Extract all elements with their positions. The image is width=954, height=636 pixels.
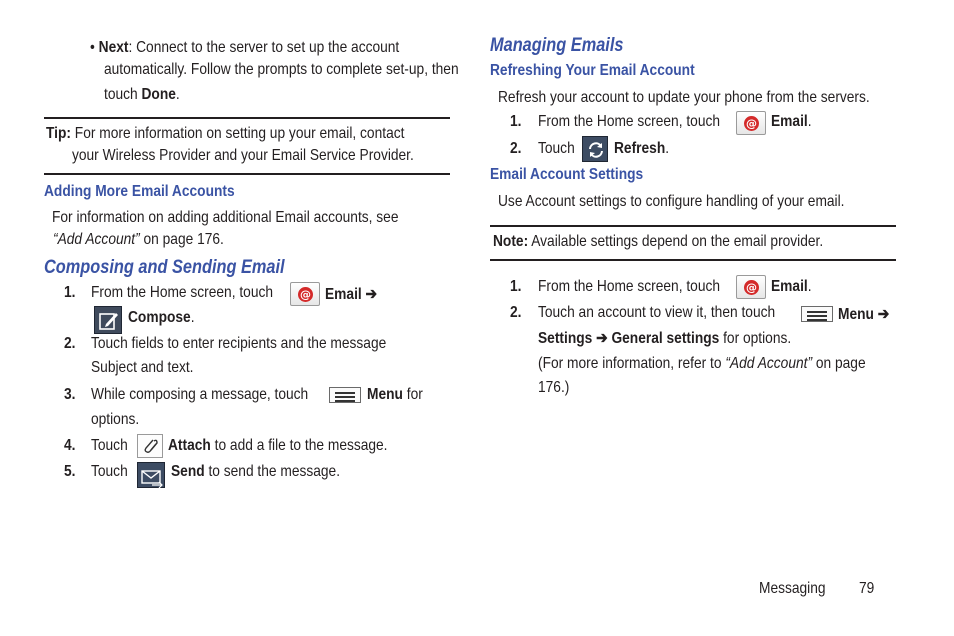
step-text: From the Home screen, touch (91, 284, 274, 301)
settings-intro (498, 193, 901, 211)
compose-step-2 (64, 335, 77, 353)
email-app-icon[interactable]: @ (736, 111, 766, 135)
compose-label: Compose (128, 309, 191, 326)
step-text: options. (91, 411, 140, 428)
tip-text-2: your Wireless Provider and your Email Service Provider. (72, 147, 414, 164)
compose-step-4 (64, 437, 77, 455)
step-text: for (402, 386, 423, 403)
compose-step-2-line-2 (91, 359, 210, 377)
period: . (665, 140, 670, 157)
compose-step-1 (64, 284, 77, 302)
compose-step-5-send (171, 463, 368, 481)
step-number: 4. (64, 437, 76, 454)
refresh-label: Refresh (614, 140, 666, 157)
settings-step-2-text (538, 304, 814, 322)
menu-icon[interactable] (329, 387, 361, 403)
note-line (493, 233, 877, 251)
step-number: 2. (510, 140, 522, 157)
step-text: From the Home screen, touch (538, 278, 721, 295)
step-text: From the Home screen, touch (538, 113, 721, 130)
adding-heading-text: Adding More Email Accounts (44, 183, 235, 200)
compose-step-1-email (325, 284, 386, 304)
add-account-link[interactable]: “Add Account” (725, 355, 813, 372)
refreshing-intro-text: Refresh your account to update your phone from the servers. (498, 89, 870, 106)
step-number: 1. (64, 284, 76, 301)
done-label: Done (141, 86, 176, 103)
settings-more-info-line-2 (538, 379, 574, 397)
managing-heading-text: Managing Emails (490, 35, 624, 56)
settings-step-1-email (771, 278, 818, 296)
settings-step-2-menu (838, 304, 898, 324)
tip-label: Tip: (46, 125, 71, 142)
compose-step-1-compose (128, 309, 205, 327)
step-text: to add a file to the message. (210, 437, 388, 454)
compose-step-5-text (91, 463, 134, 481)
step-text: While composing a message, touch (91, 386, 309, 403)
note-label: Note: (493, 233, 529, 250)
refresh-step-2-refresh (614, 140, 678, 158)
step-text: Subject and text. (91, 359, 194, 376)
email-label: Email (771, 278, 808, 295)
note-text: Available settings depend on the email provider. (528, 233, 824, 250)
refreshing-heading (490, 62, 728, 80)
compose-step-4-attach (168, 437, 423, 455)
refresh-step-2-text (538, 140, 581, 158)
adding-line-2 (53, 231, 252, 249)
send-icon[interactable] (137, 462, 165, 488)
compose-step-4-text (91, 437, 134, 455)
composing-heading-text: Composing and Sending Email (44, 257, 285, 278)
page-number-text: 79 (859, 580, 875, 597)
settings-step-2 (510, 304, 523, 322)
period: . (190, 309, 195, 326)
attach-label: Attach (168, 437, 211, 454)
settings-step-2-line-2 (538, 328, 832, 348)
email-label: Email ➔ (325, 286, 378, 303)
tip-bottom-rule (44, 173, 450, 175)
note-bottom-rule (490, 259, 896, 261)
compose-step-3-text (91, 386, 344, 404)
menu-icon[interactable] (801, 306, 833, 322)
compose-step-3-line-2 (91, 411, 147, 429)
step-number: 5. (64, 463, 76, 480)
managing-heading (490, 35, 645, 57)
footer-section (759, 580, 836, 598)
compose-step-3 (64, 386, 77, 404)
step-text: Touch (91, 437, 128, 454)
composing-heading (44, 257, 324, 279)
compose-step-2-line-1 (91, 335, 434, 353)
more-info-pre: (For more information, refer to (538, 355, 726, 372)
compose-step-5 (64, 463, 77, 481)
refresh-step-1-text (538, 113, 750, 131)
refreshing-heading-text: Refreshing Your Email Account (490, 62, 695, 79)
compose-step-3-menu (367, 386, 432, 404)
step-text: to send the message. (204, 463, 341, 480)
settings-heading-text: Email Account Settings (490, 166, 644, 183)
refresh-step-2 (510, 140, 523, 158)
page-number (859, 580, 877, 598)
bullet-dot: • (90, 39, 99, 56)
bullet-text: : Connect to the server to set up the account (128, 39, 400, 56)
add-account-link[interactable]: “Add Account” (53, 231, 140, 248)
bullet-line-2-text: automatically. Follow the prompts to complete set-up, then (104, 61, 459, 78)
bullet-item (90, 36, 450, 60)
adding-text-2: on page 176. (139, 231, 224, 248)
compose-icon[interactable] (94, 306, 122, 334)
paperclip-icon[interactable] (137, 434, 163, 458)
settings-step-1 (510, 278, 523, 296)
settings-step-1-text (538, 278, 750, 296)
refresh-step-1 (510, 113, 523, 131)
adding-heading (44, 183, 266, 201)
step-number: 2. (64, 335, 76, 352)
refreshing-intro (498, 89, 930, 107)
bullet-line-3-pre: touch (104, 86, 142, 103)
more-info-line-2: 176.) (538, 379, 570, 396)
step-text: Touch (91, 463, 128, 480)
bullet-line-3-post: . (175, 86, 180, 103)
bullet-label: Next (98, 39, 129, 56)
step-number: 1. (510, 278, 522, 295)
step-text: Touch an account to view it, then touch (538, 304, 776, 321)
period: . (807, 278, 812, 295)
tip-line-1 (46, 125, 463, 143)
step-text: Touch (538, 140, 575, 157)
tip-line-2 (72, 147, 469, 165)
email-label: Email (771, 113, 808, 130)
period: . (807, 113, 812, 130)
refresh-step-1-email (771, 113, 818, 131)
step-number: 1. (510, 113, 522, 130)
compose-step-1-text (91, 284, 303, 302)
step-number: 2. (510, 304, 522, 321)
adding-text-1: For information on adding additional Email accounts, see (52, 209, 399, 226)
email-app-icon[interactable]: @ (736, 275, 766, 299)
step-text: Touch fields to enter recipients and the message (91, 335, 387, 352)
send-label: Send (171, 463, 205, 480)
menu-label: Menu ➔ (838, 306, 890, 323)
menu-label: Menu (367, 386, 403, 403)
settings-heading (490, 166, 668, 184)
general-settings-label: Settings ➔ General settings (538, 330, 720, 347)
settings-intro-text: Use Account settings to configure handling of your email. (498, 193, 845, 210)
footer-section-text: Messaging (759, 580, 826, 597)
bullet-line-2 (104, 61, 516, 79)
step-text: for options. (719, 330, 792, 347)
settings-more-info (538, 355, 919, 373)
adding-line-1 (52, 209, 455, 227)
tip-text-1: For more information on setting up your email, contact (70, 125, 405, 142)
tip-top-rule (44, 117, 450, 119)
email-app-icon[interactable]: @ (290, 282, 320, 306)
more-info-post: on page (812, 355, 866, 372)
refresh-icon[interactable] (582, 136, 608, 162)
note-top-rule (490, 225, 896, 227)
bullet-line-3 (104, 86, 192, 104)
step-number: 3. (64, 386, 76, 403)
